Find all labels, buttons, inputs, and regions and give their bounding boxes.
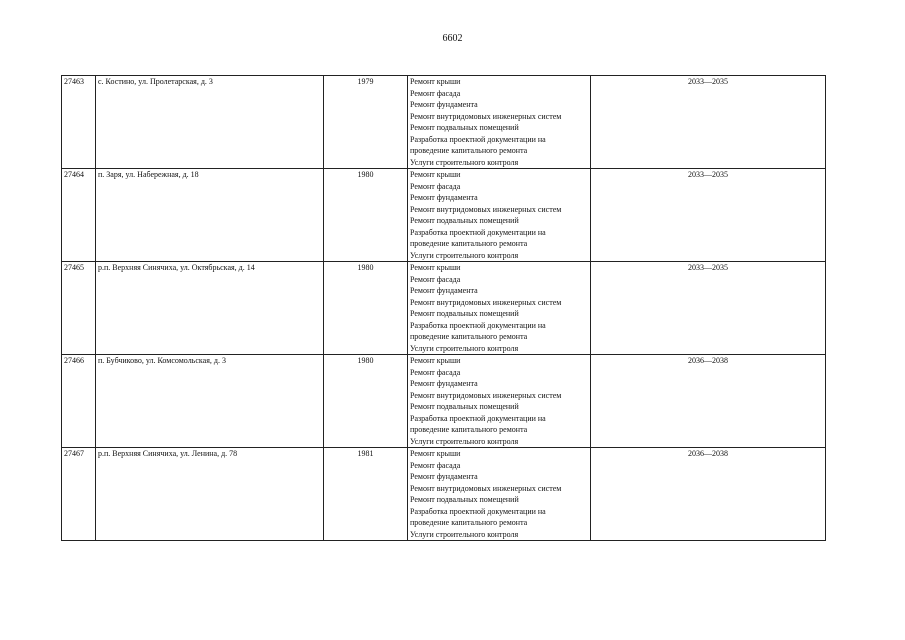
work-item: Разработка проектной документации на (410, 413, 546, 423)
table-row (62, 169, 826, 262)
work-item: проведение капитального ремонта (410, 425, 528, 434)
work-item: Ремонт фундамента (410, 100, 478, 109)
work-item: Разработка проектной документации на (410, 134, 546, 144)
table-body (62, 76, 826, 541)
row-works-cell (408, 355, 591, 448)
work-item: Ремонт фундамента (410, 193, 478, 202)
row-period-cell: 2033—2035 (591, 169, 826, 262)
work-item: Ремонт фасада (410, 88, 461, 98)
row-address-cell: р.п. Верхняя Синячиха, ул. Ленина, д. 78 (96, 448, 324, 541)
work-item: Ремонт внутридомовых инженерных систем (410, 111, 562, 121)
row-period-cell: 2033—2035 (591, 262, 826, 355)
work-item: Ремонт крыши (410, 263, 461, 272)
table-row (62, 262, 826, 355)
work-item: Ремонт внутридомовых инженерных систем (410, 297, 562, 307)
work-item: Ремонт внутридомовых инженерных систем (410, 483, 562, 493)
work-item: Ремонт фундамента (410, 286, 478, 295)
row-works-cell (408, 169, 591, 262)
work-item: Услуги строительного контроля (410, 343, 519, 353)
capital-repair-table (61, 75, 826, 541)
row-id-cell: 27467 (62, 448, 96, 541)
work-item: Ремонт внутридомовых инженерных систем (410, 204, 562, 214)
work-item: Ремонт крыши (410, 77, 461, 86)
row-address-cell: р.п. Верхняя Синячиха, ул. Октябрьская, д. 14 (96, 262, 324, 355)
work-item: Разработка проектной документации на (410, 506, 546, 516)
table-row (62, 76, 826, 169)
work-item: Ремонт подвальных помещений (410, 402, 519, 411)
row-address-cell: п. Бубчиково, ул. Комсомольская, д. 3 (96, 355, 324, 448)
work-item: Услуги строительного контроля (410, 529, 519, 539)
work-item: Услуги строительного контроля (410, 250, 519, 260)
work-item: Ремонт фасада (410, 460, 461, 470)
row-id-cell: 27466 (62, 355, 96, 448)
work-item: проведение капитального ремонта (410, 332, 528, 341)
work-item: проведение капитального ремонта (410, 239, 528, 248)
work-item: Ремонт фасада (410, 181, 461, 191)
work-item: Ремонт крыши (410, 449, 461, 458)
row-works-cell (408, 76, 591, 169)
work-item: Услуги строительного контроля (410, 436, 519, 446)
row-id-cell: 27465 (62, 262, 96, 355)
table-row (62, 355, 826, 448)
work-item: Ремонт подвальных помещений (410, 495, 519, 504)
row-year-cell: 1981 (324, 448, 408, 541)
row-year-cell: 1980 (324, 262, 408, 355)
row-id-cell: 27463 (62, 76, 96, 169)
work-item: Ремонт фасада (410, 274, 461, 284)
work-item: Ремонт фундамента (410, 379, 478, 388)
row-id-cell: 27464 (62, 169, 96, 262)
row-address-cell: с. Костино, ул. Пролетарская, д. 3 (96, 76, 324, 169)
row-year-cell: 1980 (324, 355, 408, 448)
row-period-cell: 2036—2038 (591, 355, 826, 448)
table-row (62, 448, 826, 541)
work-item: Ремонт фасада (410, 367, 461, 377)
row-period-cell: 2036—2038 (591, 448, 826, 541)
row-year-cell: 1980 (324, 169, 408, 262)
row-year-cell: 1979 (324, 76, 408, 169)
work-item: Разработка проектной документации на (410, 320, 546, 330)
work-item: Ремонт внутридомовых инженерных систем (410, 390, 562, 400)
work-item: Ремонт фундамента (410, 472, 478, 481)
work-item: проведение капитального ремонта (410, 518, 528, 527)
work-item: Ремонт подвальных помещений (410, 123, 519, 132)
row-address-cell: п. Заря, ул. Набережная, д. 18 (96, 169, 324, 262)
row-works-cell (408, 448, 591, 541)
work-item: Ремонт крыши (410, 356, 461, 365)
page-number: 6602 (442, 33, 463, 44)
work-item: Разработка проектной документации на (410, 227, 546, 237)
row-period-cell: 2033—2035 (591, 76, 826, 169)
work-item: Ремонт подвальных помещений (410, 216, 519, 225)
work-item: проведение капитального ремонта (410, 146, 528, 155)
work-item: Ремонт подвальных помещений (410, 309, 519, 318)
row-works-cell (408, 262, 591, 355)
work-item: Услуги строительного контроля (410, 157, 519, 167)
work-item: Ремонт крыши (410, 170, 461, 179)
